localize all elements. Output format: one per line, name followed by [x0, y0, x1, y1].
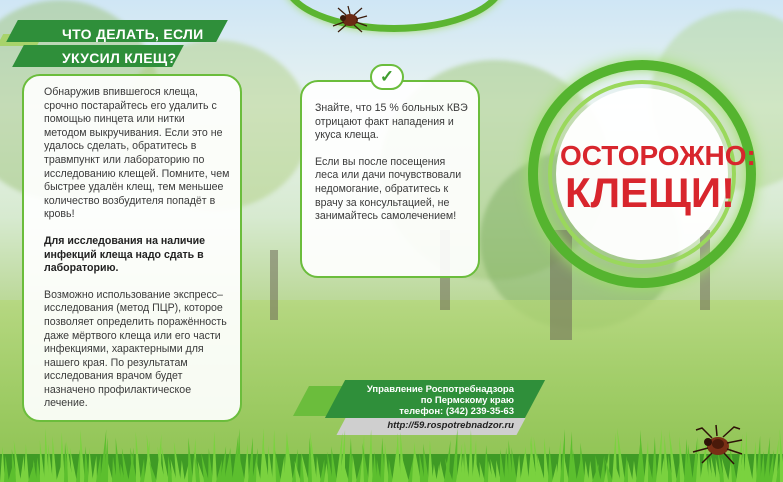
title-line-1: ЧТО ДЕЛАТЬ, ЕСЛИ — [62, 26, 204, 42]
tick-icon — [330, 4, 370, 34]
advice-paragraph-pcr: Возможно использование экспресс–исследования (метод ПЦР), которое позволяет определить поражённость даже мёртвого клеща или его части инфекциями, характерными для нашего края. По результатам исследования врачом будет назначено профилактическое лечение. — [44, 288, 227, 410]
top-decorative-ring — [282, 0, 506, 32]
facts-paragraph-statistics: Знайте, что 15 % больных КВЭ отрицают факт нападения и укуса клеща. — [315, 102, 468, 142]
warning-heading: ОСТОРОЖНО: — [560, 140, 756, 171]
grass-border — [0, 424, 783, 482]
advice-paragraph-removal: Обнаружив впившегося клеща, срочно постарайтесь его удалить с помощью пинцета или нитки методом выкручивания. Если это не удалось сделать, обратитесь в травмпункт или лабораторию по исследованию клещей. Помните, чем быстрее удалён клещ, тем меньшее количество возбудителя попадёт в кровь! — [44, 86, 230, 221]
org-name-line-1: Управление Роспотребнадзора — [366, 384, 514, 395]
tick-icon — [690, 422, 746, 468]
org-name-line-2: по Пермскому краю — [420, 395, 514, 406]
page-title — [62, 22, 204, 70]
checkmark-icon: ✓ — [370, 64, 404, 90]
title-line-2: УКУСИЛ КЛЕЩ? — [62, 50, 177, 66]
facts-paragraph-doctor: Если вы после посещения леса или дачи почувствовали недомогание, обратитесь к врачу за консультацией, не занимайтесь самолечением! — [315, 155, 462, 223]
contact-info — [270, 384, 514, 417]
phone-number: телефон: (342) 239-35-63 — [399, 406, 514, 417]
advice-panel — [22, 74, 242, 422]
facts-panel — [300, 80, 480, 278]
warning-subheading: КЛЕЩИ! — [564, 169, 736, 216]
advice-paragraph-lab: Для исследования на наличие инфекций клеща надо сдать в лабораторию. — [44, 234, 205, 275]
website-link[interactable]: http://59.rospotrebnadzor.ru — [387, 420, 514, 431]
